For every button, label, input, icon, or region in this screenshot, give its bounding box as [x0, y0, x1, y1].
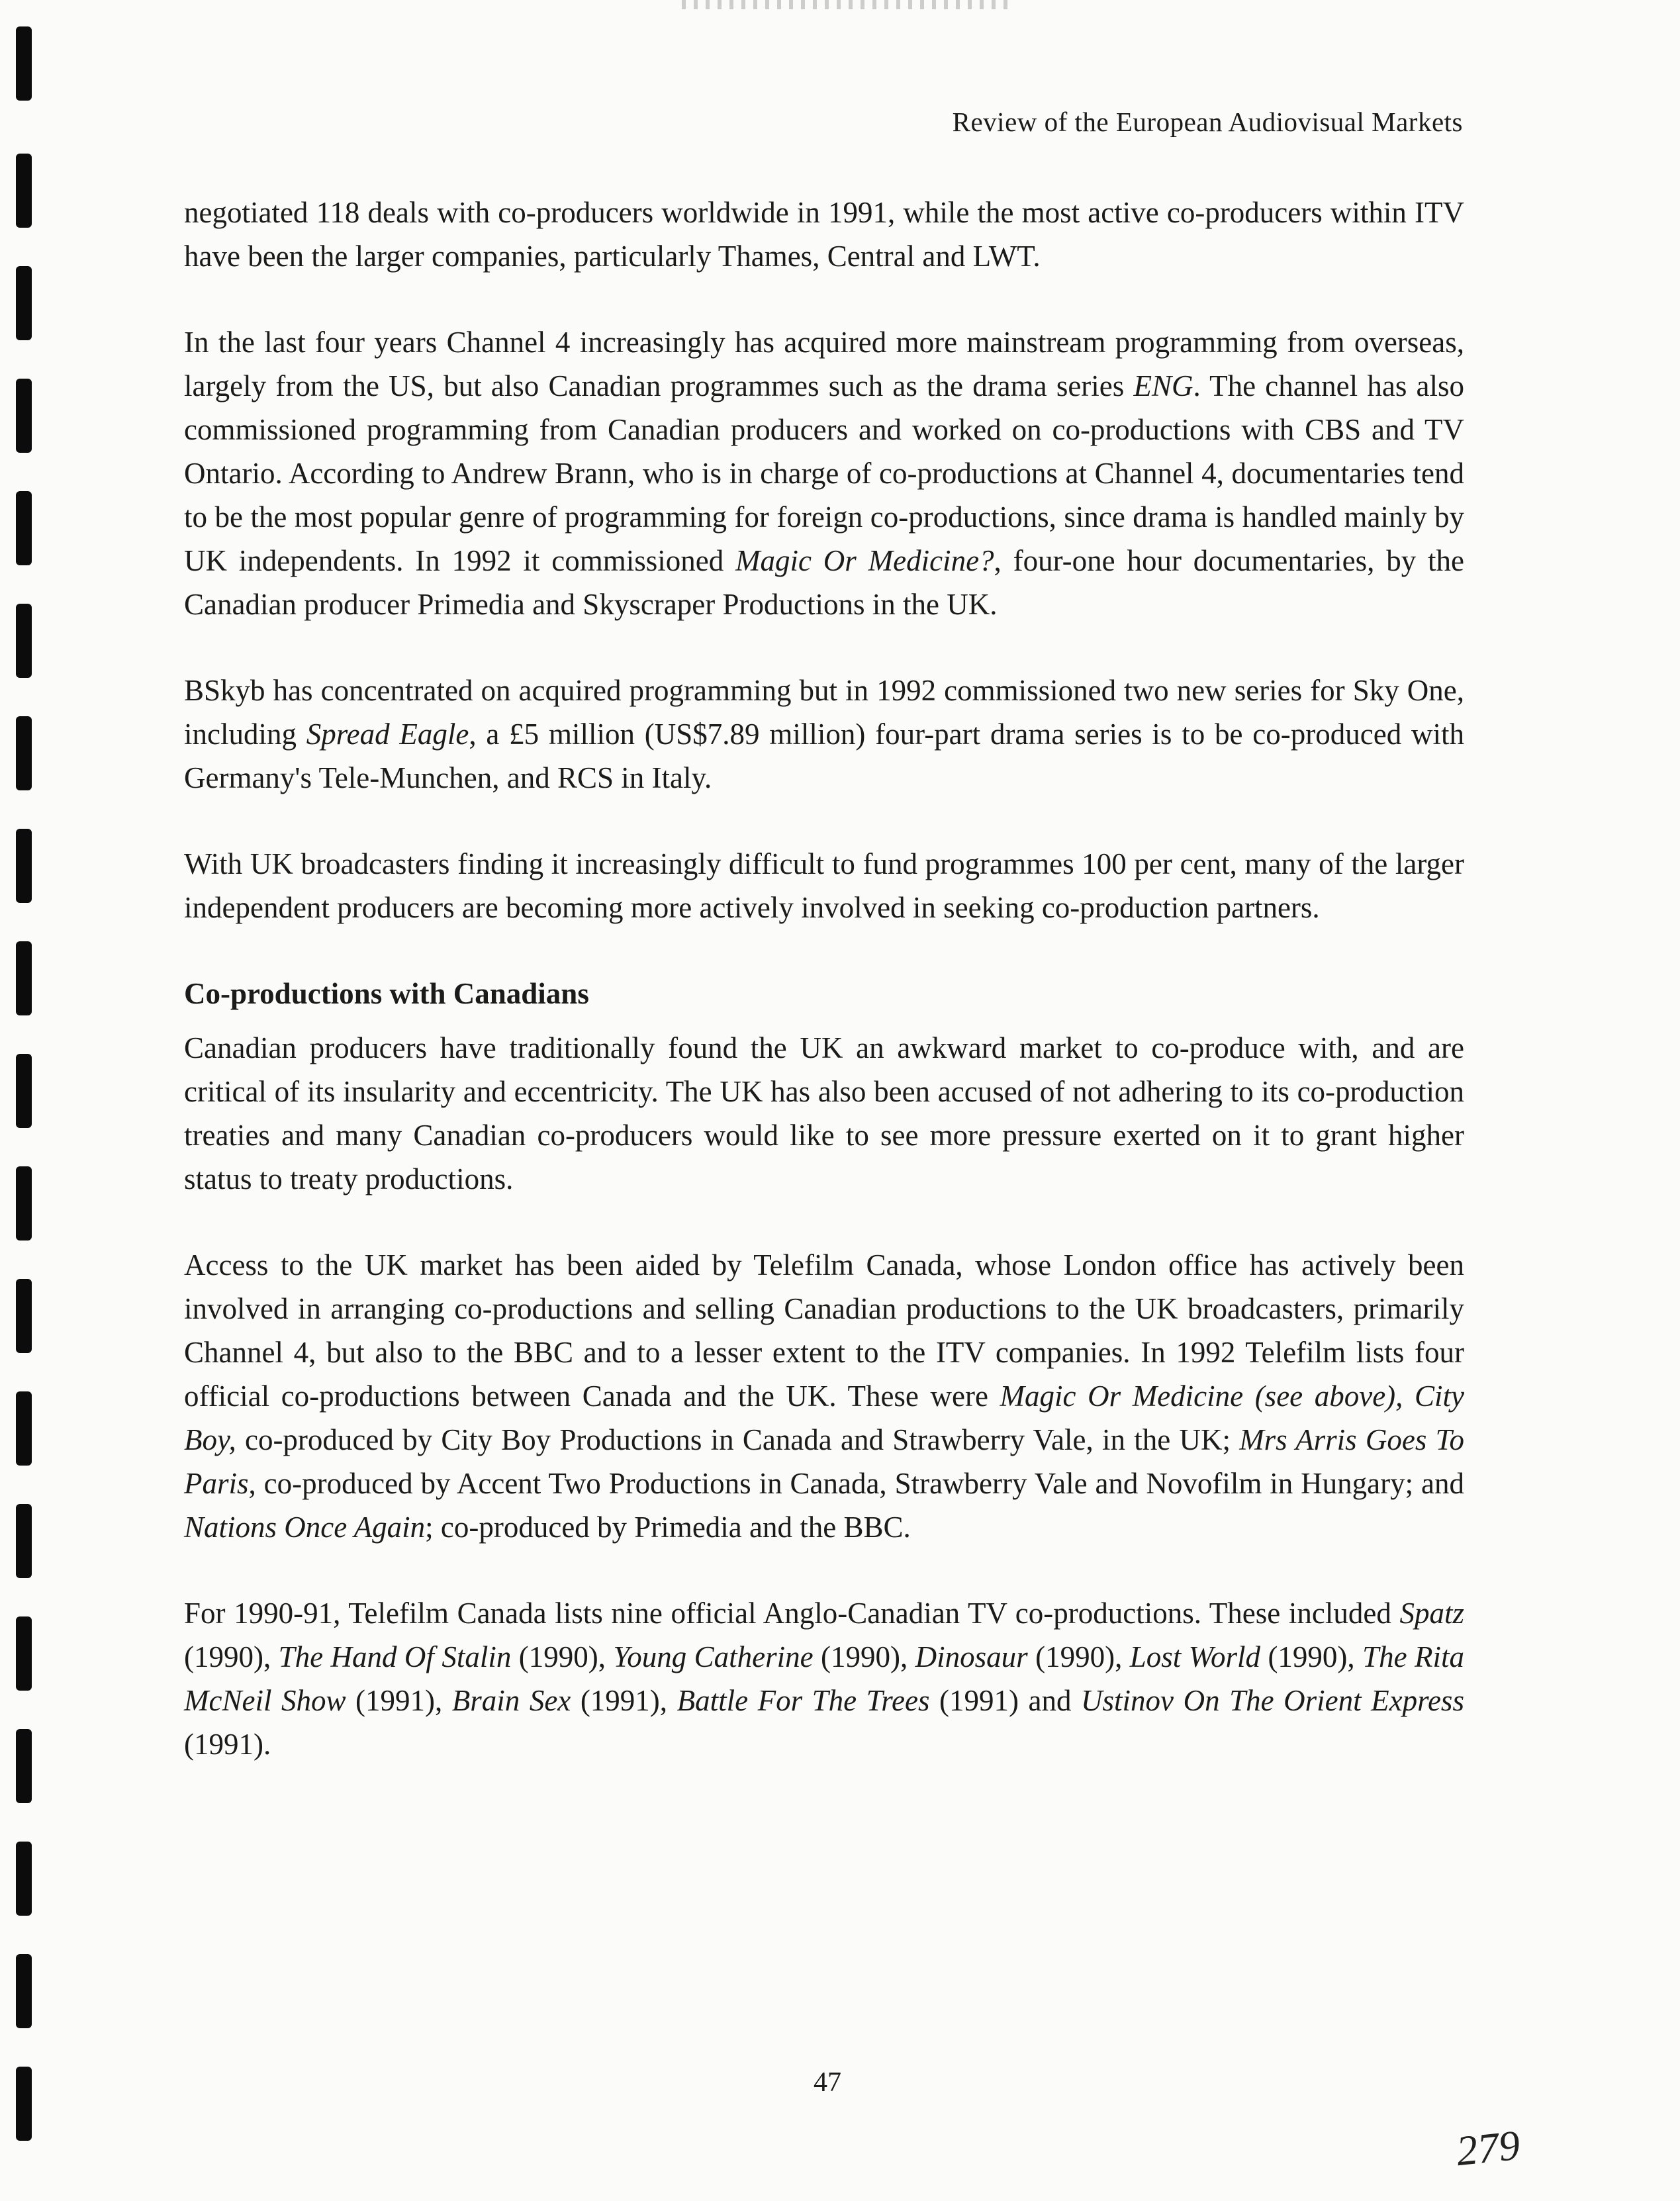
text-run: In the last four years Channel 4 increasingly has acquired more mainstream programming from overseas, largely from the US, but also Canadian programmes such as the drama series	[184, 326, 1464, 402]
italic-text: Battle For The Trees	[677, 1684, 930, 1717]
text-run: Access to the UK market has been aided by Telefilm Canada, whose London office has actively been involved in arranging co-productions and selling Canadian productions to the UK broadcasters, primarily Channel 4, but also to the BBC and to a lesser extent to the ITV companies. In 1992 Telefilm lists four official co-productions between Canada and the UK. These were	[184, 1248, 1464, 1413]
text-run: BSkyb has concentrated on acquired programming but in 1992 commissioned two new series for Sky One, including	[184, 674, 1464, 751]
punch-hole	[16, 829, 32, 903]
punch-hole	[16, 1504, 32, 1578]
punch-hole	[16, 379, 32, 453]
text-run: (1990),	[511, 1640, 614, 1673]
text-run: (1990),	[184, 1640, 279, 1673]
punch-hole	[16, 941, 32, 1015]
italic-text: Magic Or Medicine (see above), City Boy,	[184, 1380, 1465, 1456]
scan-artifact	[682, 0, 1013, 9]
punch-hole	[16, 1054, 32, 1128]
text-run: , four-one hour documentaries, by the Canadian producer Primedia and Skyscraper Productions in the UK.	[184, 544, 1464, 621]
text-run: ; co-produced by Primedia and the BBC.	[425, 1511, 911, 1544]
punch-hole	[16, 2067, 32, 2141]
punch-hole	[16, 491, 32, 565]
punch-hole	[16, 154, 32, 228]
text-run: (1990),	[1027, 1640, 1130, 1673]
text-run: , a £5 million (US$7.89 million) four-part drama series is to be co-produced with Germany's Tele-Munchen, and RCS in Italy.	[184, 718, 1464, 794]
text-run: , co-produced by Accent Two Productions in Canada, Strawberry Vale and Novofilm in Hungary; and	[248, 1467, 1464, 1500]
italic-text: Ustinov On The Orient Express	[1081, 1684, 1464, 1717]
paragraph	[184, 320, 1464, 626]
text-run: (1991),	[571, 1684, 677, 1717]
italic-text: Magic Or Medicine?	[735, 544, 994, 577]
punch-hole	[16, 604, 32, 678]
italic-text: Brain Sex	[451, 1684, 571, 1717]
binding-holes	[16, 0, 36, 2201]
text-run: (1991),	[346, 1684, 452, 1717]
italic-text: Spatz	[1399, 1597, 1464, 1630]
italic-text: ENG	[1133, 369, 1193, 402]
paragraphs-top	[184, 191, 1464, 929]
text-run: (1991).	[184, 1728, 271, 1761]
text-run: For 1990-91, Telefilm Canada lists nine official Anglo-Canadian TV co-productions. These included	[184, 1597, 1400, 1630]
italic-text: The Hand Of Stalin	[278, 1640, 512, 1673]
italic-text: Young Catherine	[613, 1640, 814, 1673]
page-body	[184, 191, 1464, 1808]
punch-hole	[16, 1729, 32, 1803]
punch-hole	[16, 1166, 32, 1241]
paragraph	[184, 1591, 1464, 1766]
text-run: Canadian producers have traditionally found the UK an awkward market to co-produce with, and are critical of its insularity and eccentricity. The UK has also been accused of not adhering to its co-production treaties and many Canadian co-producers would like to see more pressure exerted on it to grant higher status to treaty productions.	[184, 1031, 1464, 1195]
text-run: With UK broadcasters finding it increasingly difficult to fund programmes 100 per cent, many of the larger independent producers are becoming more actively involved in seeking co-production partners.	[184, 847, 1464, 924]
paragraph	[184, 1026, 1464, 1201]
text-run: co-produced by City Boy Productions in Canada and Strawberry Vale, in the UK;	[236, 1423, 1240, 1456]
punch-hole	[16, 716, 32, 790]
page-number: 47	[814, 2067, 841, 2098]
italic-text: The Rita McNeil Show	[184, 1640, 1464, 1717]
punch-hole	[16, 1616, 32, 1691]
punch-hole	[16, 1842, 32, 1916]
punch-hole	[16, 266, 32, 340]
italic-text: Dinosaur	[915, 1640, 1028, 1673]
text-run: (1991) and	[929, 1684, 1082, 1717]
text-run: (1990),	[1260, 1640, 1363, 1673]
text-run: negotiated 118 deals with co-producers worldwide in 1991, while the most active co-producers within ITV have been the larger companies, particularly Thames, Central and LWT.	[184, 196, 1464, 273]
paragraph	[184, 191, 1464, 278]
italic-text: Nations Once Again	[184, 1511, 426, 1544]
punch-hole	[16, 1391, 32, 1466]
punch-hole	[16, 26, 32, 101]
italic-text: Lost World	[1129, 1640, 1261, 1673]
paragraph	[184, 1243, 1464, 1549]
punch-hole	[16, 1279, 32, 1353]
italic-text: Spread Eagle	[306, 718, 469, 751]
text-run: . The channel has also commissioned programming from Canadian producers and worked on co-productions with CBS and TV Ontario. According to Andrew Brann, who is in charge of co-productions at Channel 4, documentaries tend to be the most popular genre of programming for foreign co-productions, since drama is handled mainly by UK independents. In 1992 it commissioned	[184, 369, 1465, 577]
running-header: Review of the European Audiovisual Markets	[952, 107, 1463, 137]
handwritten-page-number: 279	[1454, 2121, 1522, 2175]
italic-text: Mrs Arris Goes To Paris	[184, 1423, 1464, 1500]
paragraph	[184, 669, 1464, 800]
punch-hole	[16, 1954, 32, 2028]
paragraphs-bottom	[184, 1026, 1464, 1766]
section-heading: Co-productions with Canadians	[184, 977, 589, 1010]
paragraph	[184, 842, 1464, 929]
text-run: (1990),	[813, 1640, 915, 1673]
